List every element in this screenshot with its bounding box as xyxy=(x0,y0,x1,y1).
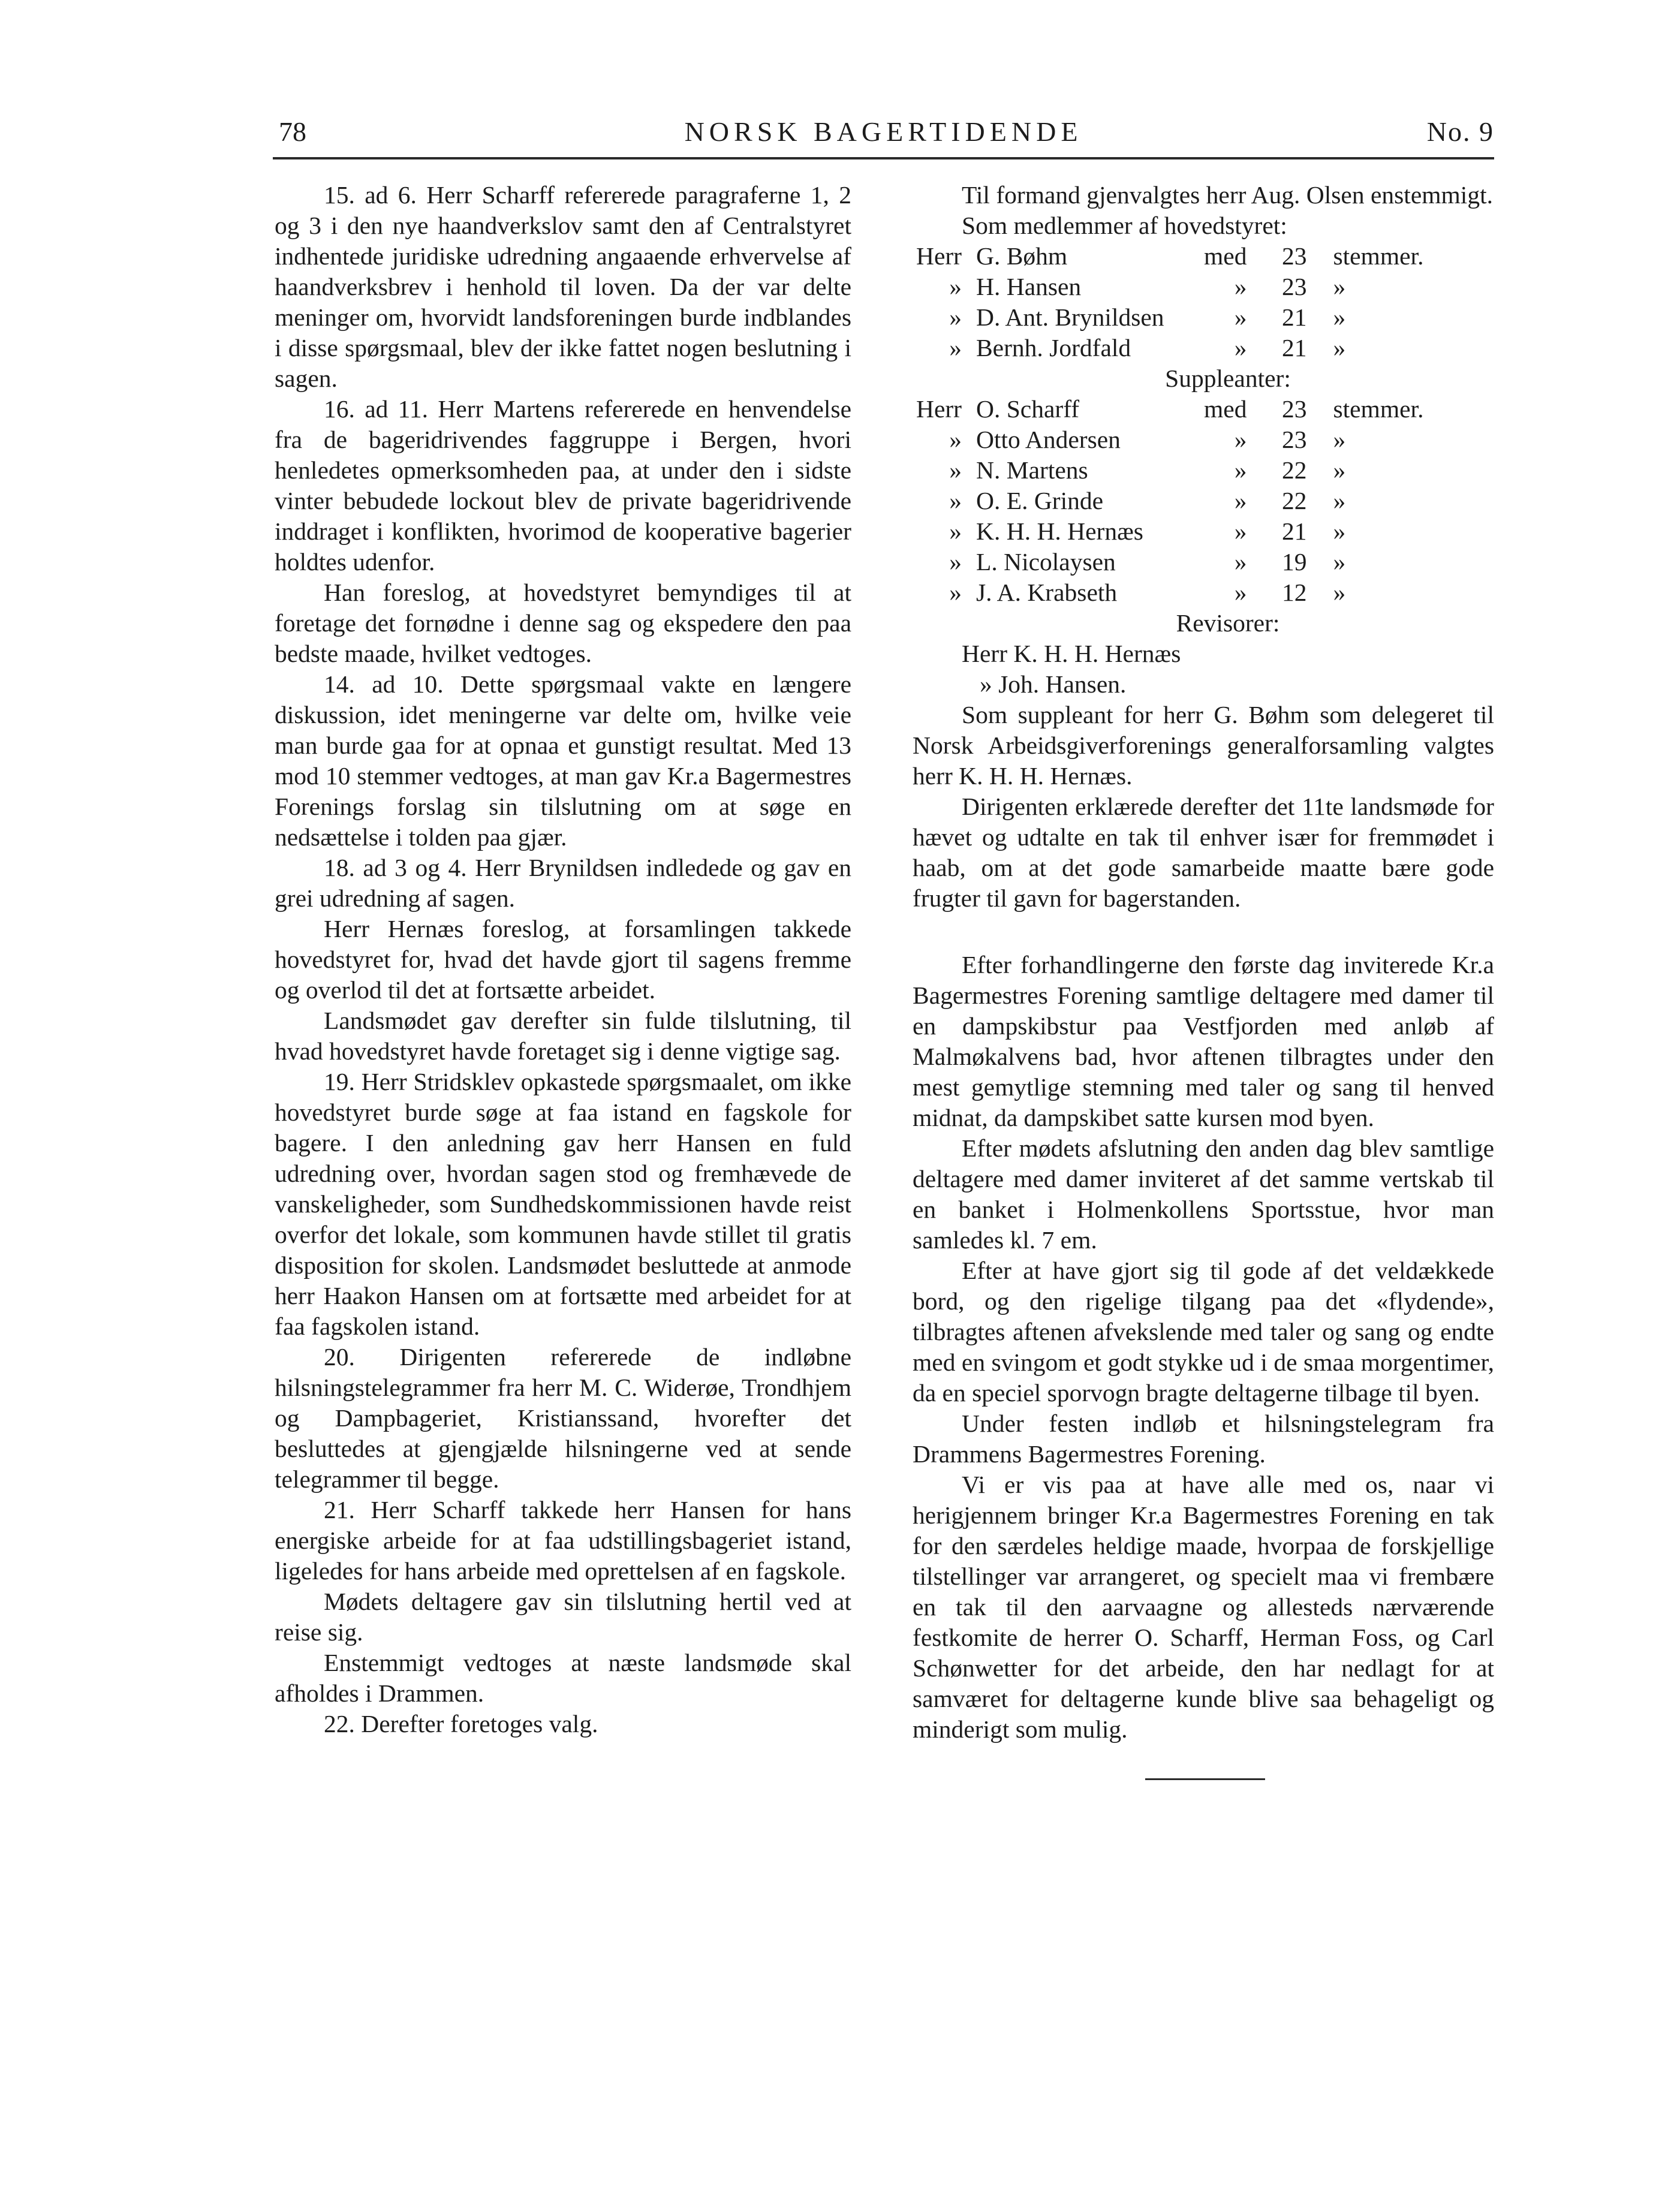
vote-votes: 22 xyxy=(1281,487,1307,514)
header-rule xyxy=(273,157,1494,159)
vote-votes: 21 xyxy=(1281,303,1307,331)
paragraph: Efter forhandlingerne den første dag inviterede Kr.a Bagermestres Forening samtlige deltagere med damer til en dampskibstur paa Vestfjorden med anløb af Malmøkalvens bad, hvor aftenen tilbragtes under den mest gemytlige stemning med taler og sang til henved midnat, da dampskibet satte kursen mod byen. xyxy=(913,951,1494,1131)
vote-prefix: » xyxy=(949,579,962,606)
running-header xyxy=(273,115,1494,163)
paragraph: Enstemmigt vedtoges at næste landsmøde skal afholdes i Drammen. xyxy=(275,1649,851,1707)
vote-vote-prefix: » xyxy=(1234,487,1247,514)
vote-unit: » xyxy=(1333,548,1346,576)
vote-row xyxy=(913,547,1423,577)
suppleanter-heading: Suppleanter: xyxy=(1165,365,1291,392)
paragraph: 22. Derefter foretoges valg. xyxy=(324,1710,598,1738)
page-number: 78 xyxy=(279,116,306,147)
paragraph: Under festen indløb et hilsningstelegram fra Drammens Bagermestres Forening. xyxy=(913,1410,1494,1468)
paragraph: 20. Dirigenten refererede de indløbne hilsningstelegrammer fra herr M. C. Widerøe, Trondhjem og Dampbageriet, Kristianssand, hvorefter det besluttedes at gjengjælde hilsningerne ved at sende telegrammer til begge. xyxy=(275,1343,851,1493)
vote-vote-prefix: med xyxy=(1204,395,1247,423)
paragraph: Landsmødet gav derefter sin fulde tilslutning, til hvad hovedstyret havde foretaget sig i denne vigtige sag. xyxy=(275,1007,851,1065)
vote-prefix: Herr xyxy=(916,395,962,423)
revisorer-heading: Revisorer: xyxy=(1176,609,1280,637)
vote-name: Otto Andersen xyxy=(976,426,1121,453)
left-column xyxy=(275,180,851,1739)
paragraph: 19. Herr Stridsklev opkastede spørgsmaalet, om ikke hovedstyret burde søge at faa istand en fagskole for bagere. I den anledning gav herr Hansen en fuld udredning over, hvordan sagen stod og fremhævede de vanskeligheder, som Sundhedskommissionen havde reist overfor det lokale, som kommunen havde stillet til gratis disposition for skolen. Landsmødet besluttede at anmode herr Haakon Hansen om at fortsætte med arbeidet for at faa fagskolen istand. xyxy=(275,1068,851,1340)
vote-unit: » xyxy=(1333,334,1346,362)
vote-votes: 23 xyxy=(1281,242,1307,270)
vote-name: G. Bøhm xyxy=(976,242,1068,270)
vote-row xyxy=(913,333,1423,363)
right-column xyxy=(913,180,1494,1780)
vote-vote-prefix: med xyxy=(1204,242,1247,270)
vote-votes: 23 xyxy=(1281,395,1307,423)
vote-row xyxy=(913,486,1423,516)
vote-unit: stemmer. xyxy=(1333,242,1424,270)
paragraph: Dirigenten erklærede derefter det 11te landsmøde for hævet og udtalte en tak til enhver især for fremmødet i haab, om at det gode samarbeide maatte bære gode frugter til gavn for bagerstanden. xyxy=(913,793,1494,912)
election-intro: Til formand gjenvalgtes herr Aug. Olsen enstemmigt. xyxy=(962,181,1493,209)
vote-votes: 23 xyxy=(1281,426,1307,453)
vote-vote-prefix: » xyxy=(1234,334,1247,362)
vote-row xyxy=(913,455,1423,486)
vote-prefix: » xyxy=(949,426,962,453)
paragraph: Som suppleant for herr G. Bøhm som delegeret til Norsk Arbeidsgiverforenings generalforsamling valgtes herr K. H. H. Hernæs. xyxy=(913,701,1494,790)
paragraph: Efter mødets afslutning den anden dag blev samtlige deltagere med damer inviteret af det samme vertskab til en banket i Holmenkollens Sportsstue, hvor man samledes kl. 7 em. xyxy=(913,1134,1494,1254)
vote-vote-prefix: » xyxy=(1234,303,1247,331)
vote-name: O. E. Grinde xyxy=(976,487,1104,514)
vote-prefix: » xyxy=(949,517,962,545)
issue-number: No. 9 xyxy=(1426,116,1494,147)
vote-votes: 22 xyxy=(1281,456,1307,484)
vote-name: K. H. H. Hernæs xyxy=(976,517,1143,545)
vote-unit: » xyxy=(1333,517,1346,545)
publication-title: NORSK BAGERTIDENDE xyxy=(684,116,1083,147)
vote-unit: » xyxy=(1333,487,1346,514)
revisor-line: » Joh. Hansen. xyxy=(980,670,1127,698)
paragraph: 15. ad 6. Herr Scharff refererede paragraferne 1, 2 og 3 i den nye haandverkslov samt den af Centralstyret indhentede juridiske udredning angaaende erhvervelse af haandverksbrev i henhold til loven. Da der var delte meninger om, hvorvidt landsforeningen burde indblandes i disse spørgsmaal, blev der ikke fattet nogen beslutning i sagen. xyxy=(275,181,851,392)
vote-vote-prefix: » xyxy=(1234,426,1247,453)
vote-row xyxy=(913,424,1423,455)
vote-prefix: » xyxy=(949,303,962,331)
paragraph: Vi er vis paa at have alle med os, naar vi herigjennem bringer Kr.a Bagermestres Forening en tak for den særdeles heldige maade, hvorpaa de forskjellige tilstellinger var arrangeret, og specielt maa vi frembære en tak til den aarvaagne og allesteds nærværende festkomite de herrer O. Scharff, Herman Foss, og Carl Schønwetter for det arbeide, den har nedlagt for at samværet for deltagerne kunde blive saa behageligt og minderigt som mulig. xyxy=(913,1471,1494,1743)
vote-row xyxy=(913,516,1423,547)
vote-vote-prefix: » xyxy=(1234,456,1247,484)
vote-vote-prefix: » xyxy=(1234,273,1247,300)
vote-name: N. Martens xyxy=(976,456,1088,484)
paragraph: 21. Herr Scharff takkede herr Hansen for hans energiske arbeide for at faa udstillingsbageriet istand, ligeledes for hans arbeide med oprettelsen af en fagskole. xyxy=(275,1496,851,1585)
vote-votes: 21 xyxy=(1281,334,1307,362)
vote-row xyxy=(913,272,1423,302)
vote-vote-prefix: » xyxy=(1234,579,1247,606)
paragraph: 18. ad 3 og 4. Herr Brynildsen indledede og gav en grei udredning af sagen. xyxy=(275,854,851,912)
vote-unit: » xyxy=(1333,303,1346,331)
vote-name: L. Nicolaysen xyxy=(976,548,1116,576)
paragraph: 14. ad 10. Dette spørgsmaal vakte en længere diskussion, idet meningerne var delte om, hvilke veie man burde gaa for at opnaa et gunstigt resultat. Med 13 mod 10 stemmer vedtoges, at man gav Kr.a Bagermestres Forenings forslag sin tilslutning om at søge en nedsættelse i tolden paa gjær. xyxy=(275,670,851,851)
vote-name: J. A. Krabseth xyxy=(976,579,1118,606)
vote-votes: 12 xyxy=(1281,579,1307,606)
paragraph: Han foreslog, at hovedstyret bemyndiges til at foretage det fornødne i denne sag og ekspedere den paa bedste maade, hvilket vedtoges. xyxy=(275,579,851,667)
vote-unit: » xyxy=(1333,426,1346,453)
paragraph: Herr Hernæs foreslog, at forsamlingen takkede hovedstyret for, hvad det havde gjort til sagens fremme og overlod til det at fortsætte arbeidet. xyxy=(275,915,851,1004)
vote-prefix: » xyxy=(949,548,962,576)
board-heading: Som medlemmer af hovedstyret: xyxy=(962,212,1287,239)
section-gap xyxy=(913,914,1494,950)
vote-unit: » xyxy=(1333,456,1346,484)
vote-prefix: » xyxy=(949,487,962,514)
vote-prefix: » xyxy=(949,273,962,300)
board-vote-table xyxy=(913,241,1423,363)
vote-votes: 19 xyxy=(1281,548,1307,576)
vote-votes: 23 xyxy=(1281,273,1307,300)
vote-votes: 21 xyxy=(1281,517,1307,545)
vote-name: H. Hansen xyxy=(976,273,1082,300)
vote-unit: » xyxy=(1333,579,1346,606)
vote-row xyxy=(913,302,1423,333)
revisor-line: Herr K. H. H. Hernæs xyxy=(962,640,1181,667)
vote-vote-prefix: » xyxy=(1234,548,1247,576)
vote-unit: » xyxy=(1333,273,1346,300)
vote-name: Bernh. Jordfald xyxy=(976,334,1131,362)
vote-name: O. Scharff xyxy=(976,395,1080,423)
vote-prefix: » xyxy=(949,456,962,484)
vote-row xyxy=(913,241,1423,272)
end-rule xyxy=(1145,1778,1265,1780)
vote-unit: stemmer. xyxy=(1333,395,1424,423)
paragraph: Efter at have gjort sig til gode af det veldækkede bord, og den rigelige tilgang paa det «flydende», tilbragtes aftenen afvekslende med taler og sang og endte med en svingom et godt stykke ud i de smaa morgentimer, da en speciel sporvogn bragte deltagerne tilbage til byen. xyxy=(913,1257,1494,1407)
suppleanter-vote-table xyxy=(913,394,1423,608)
paragraph: Mødets deltagere gav sin tilslutning hertil ved at reise sig. xyxy=(275,1588,851,1646)
vote-prefix: Herr xyxy=(916,242,962,270)
vote-vote-prefix: » xyxy=(1234,517,1247,545)
vote-row xyxy=(913,577,1423,608)
vote-name: D. Ant. Brynildsen xyxy=(976,303,1164,331)
vote-prefix: » xyxy=(949,334,962,362)
vote-row xyxy=(913,394,1423,424)
paragraph: 16. ad 11. Herr Martens refererede en henvendelse fra de bageridrivendes faggruppe i Bergen, hvori henledetes opmerksomheden paa, at under den i sidste vinter bebudede lockout blev de private bageridrivende inddraget i konflikten, hvorimod de kooperative bagerier holdtes udenfor. xyxy=(275,395,851,576)
